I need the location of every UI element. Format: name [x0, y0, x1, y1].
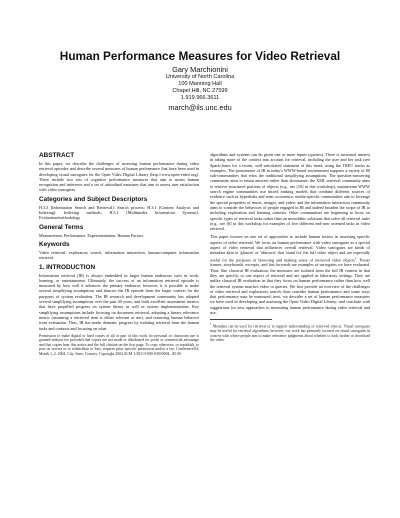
copyright-notice: Permission to make digital or hard copies of all or part of this work for personal or classroom use is granted without fee provided that copies are not made or distributed for profit or commercial advantage and that copies bear this notice and the full citation on the first page. To copy otherwise, or republish, to post on servers or to redistribute to lists, requires prior specific permission and/or a fee. Conference'04, Month 1–2, 2004, City, State, Country. Copyright 2004 ACM 1-58113-000-0/00/0004...$5.00. — [39, 333, 199, 356]
author-phone: 1.919.966.3611 — [180, 95, 220, 101]
author-address-line-1: 100 Manning Hall — [178, 81, 222, 87]
general-terms-heading: General Terms — [39, 223, 84, 231]
footnote-ref: 1 — [355, 255, 357, 260]
author-address-line-2: Chapel Hill, NC 27599 — [172, 88, 228, 94]
author-affiliation: University of North Carolina — [165, 74, 235, 80]
keywords-text: Video retrieval, exploratory search, information interaction, human-computer information retrieval. — [39, 249, 199, 261]
body-paragraph-1: algorithms and systems can do given one or more inputs (queries). There is increased interest in taking more of the context into account for retrieval, including the user and her task (see Spark-Jones for a recent, well-articulated statement of this trend, using the TREC tracks as examples. The prominence of IR in today's WWW-based environment supports a variety of IR sub-communities that relax the traditional simplifying assumptions. The question-answering community aims to return answers rather than documents; the XML retrieval community aims to retrieve structured portions of objects (e.g., see [16] in this workshop); mainstream WWW search engine communities use mixed ranking models that combine different sources of evidence such as hyperlinks and term occurrence; media-specific communities aim to leverage the special properties of music, images, and video; and the information interaction community aims to consider the behaviors of people engaged in IR and indeed broaden the scope of IR to including exploration and learning contexts. Other communities are beginning to focus on specific types of retrieval tasks rather than on monolithic solutions that solve all retrieval tasks (e.g., see [6] in this workshop for examples of five different end-user oriented tasks in video retrieval. — [210, 152, 370, 232]
author-email: march@ils.unc.edu — [168, 103, 232, 112]
right-column — [210, 152, 370, 346]
keywords-heading: Keywords — [39, 240, 70, 248]
footnote-text: Metadata can be used for retrieval or to support understanding of retrieved objects. Visual surrogates may be useful for retrieval algorithms, however, our work has primarily focused on visual surrogates in concert with where people aim to make relevance judgments about whether to look further or download the video. — [210, 324, 370, 343]
author-name: Gary Marchionini — [172, 65, 228, 74]
body-paragraph-2 — [210, 234, 370, 315]
introduction-heading: 1. INTRODUCTION — [39, 263, 96, 271]
abstract-heading: ABSTRACT — [39, 152, 75, 159]
categories-text: H.3.3 [Information Search and Retrieval]: Search process; H.3.1 [Content Analysis and Indexing]: Indexing methods; H.5.1 [Multimedia Information Systems]: Evaluation/methodology — [39, 204, 199, 221]
body-paragraph-2-cont: . Poster frames, storyboards, excerpts, and fast forwards are examples of surrogates we have evaluated. Thus, like classical IR evaluation, the measures are isolated from the full IR context in that they are specific to one aspect of retrieval and are applied in laboratory settings. They are unlike classical IR evaluation in that they focus on human performance rather than how well the retrieval system matches video to queries. We first provide an overview of the challenges of video retrieval and exploratory search; then consider human performance and some ways that performance may be measured; next, we describe a set of human performance measures we have used in developing and assessing the Open Video Digital Library; and conclude with suggestions for new approaches to measuring human performance during video retrieval and use. — [210, 257, 370, 315]
abstract-text: In this paper, we describe the challenges of assessing human performance during video retrieval episodes and describe several measures of human performance that have been used in developing visual surrogates for the Open Video Digital Library (http://www.open-video.org). These include two sets of cognitive performance measures that aim to assess human recognition and inference and a set of attitudinal measures that aim to assess user satisfaction with video surrogates. — [39, 161, 199, 193]
body-paragraph-2-text: This paper focuses on one set of approaches to include human factors in assessing specific aspects of video retrieval. We focus on human performance with video surrogates as a special aspect of video retrieval that influences overall retrieval. Video surrogates are kinds of metadata akin to 'glances' or 'abstracts' that 'stand for' the full video object and are especially useful for the purposes of browsing and making sense of retrieved video objects — [210, 234, 370, 263]
categories-heading: Categories and Subject Descriptors — [39, 195, 148, 203]
paper-title: Human Performance Measures for Video Retrieval — [59, 49, 341, 63]
introduction-text: Information retrieval (IR) is always embedded in larger human endeavors such as work, learning, or entertainment. Ultimately, the success of an information retrieval episode is measured by how well it advances the primary endeavor, however, it is possible to make several simplifying assumptions and abstract the IR episode from the larger context for the purposes of system evaluation. The IR research and development community has adopted several simplifying assumptions over the past 40 years, and built excellent assessment metrics that have propelled progress on system theory as well as system implementations. Key simplifying assumptions include focusing on document retrieval, adopting a binary relevance metric (assuming a retrieved item is either relevant or not), and removing human behavior from evaluation. Thus, IR has made dramatic progress by isolating retrieval from the human tasks and contexts and focusing on what — [39, 272, 199, 331]
left-column — [39, 152, 199, 359]
footnote — [210, 322, 370, 343]
footnote-mark: 1 — [210, 322, 212, 327]
footnote-divider — [210, 319, 272, 320]
general-terms-text: Measurement, Performance, Experimentation, Human Factors. — [39, 232, 145, 238]
